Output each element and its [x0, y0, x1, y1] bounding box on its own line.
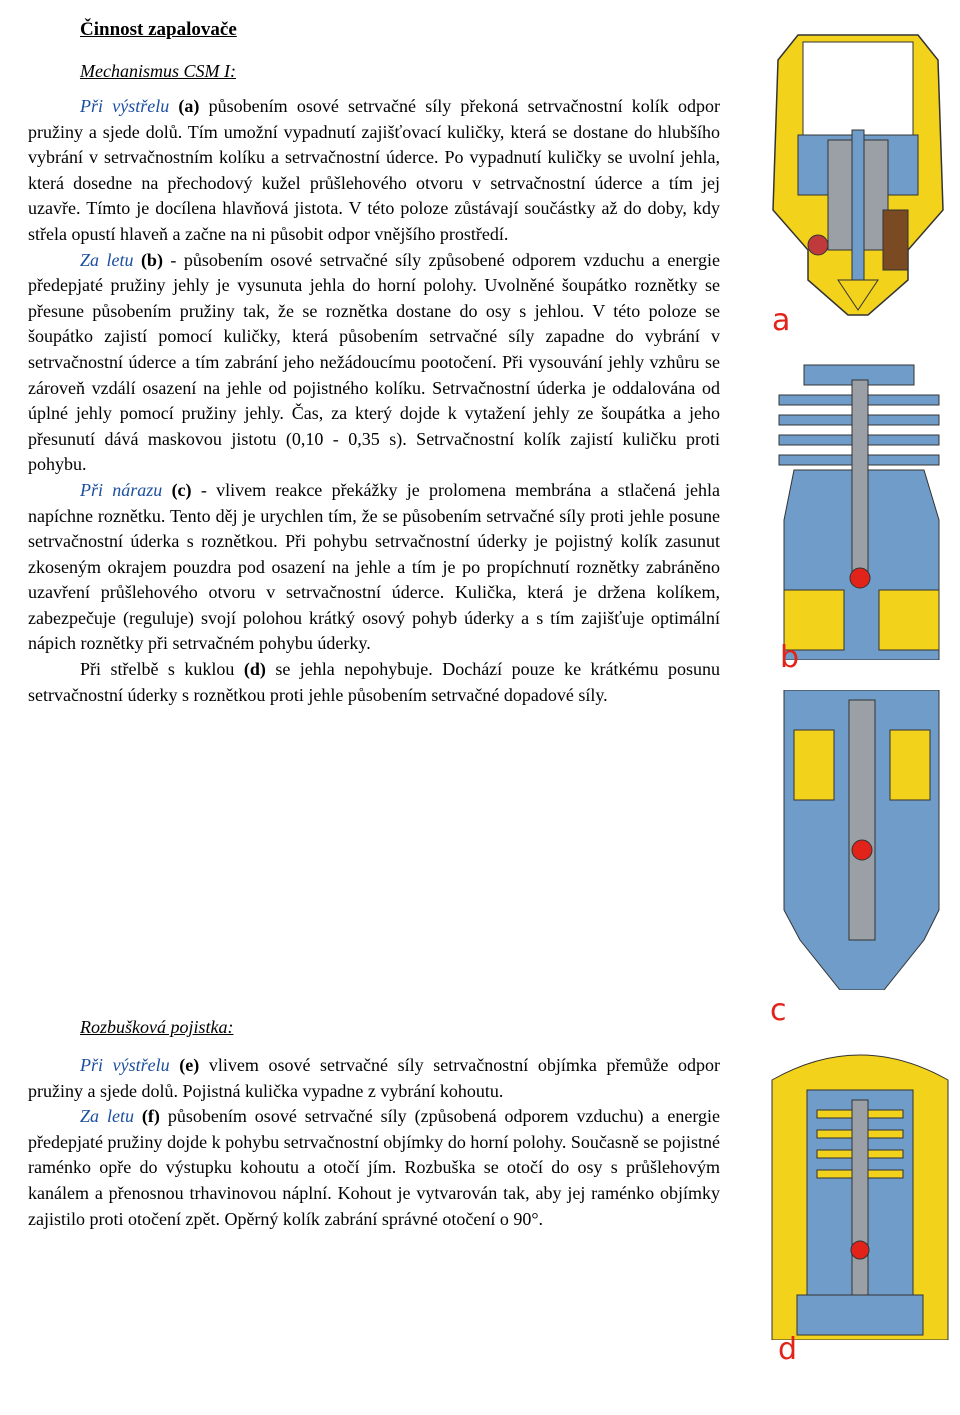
page-heading: Činnost zapalovače [80, 19, 237, 40]
para-label: Při výstřelu [80, 96, 170, 116]
figure-ref: (c) [171, 479, 192, 500]
figure-label-a: a [772, 303, 791, 338]
paragraph-text: vlivem osové setrvačné síly setrvačnostní objímka přemůže odpor pružiny a sjede dolů. Pojistná kulička vypadne z vybrání kohoutu. [28, 1055, 721, 1101]
paragraph-hood [28, 657, 720, 708]
fuze-diagram-d [762, 1040, 958, 1340]
para-label: Za letu [80, 249, 134, 270]
figure-label-b: b [780, 640, 800, 675]
paragraph-text: působením osové setrvačné síly (způsobená odporem vzduchu) a energie předepjaté pružiny dojde k pohybu setrvačnostní objímky do horní polohy. Současně se pojistné raménko opře do výstupku kohoutu a otočí jím. Rozbuška se otočí do osy s průšlehovým kanálem a přenosnou trhavinovou náplní. Kohout je vytvarován tak, aby jej raménko objímky zajistilo proti otočení zpět. Opěrný kolík zabrání správné otočení o 90°. [28, 1106, 720, 1229]
para-label: Za letu [80, 1106, 134, 1127]
para-label: Při nárazu [80, 479, 163, 500]
figure-label-d: d [778, 1332, 798, 1367]
section-detonator [28, 1053, 720, 1232]
paragraph-fire-e [28, 1053, 720, 1104]
paragraph-impact [28, 478, 720, 657]
fuze-diagram-b [764, 360, 960, 660]
paragraph-flight-f [28, 1104, 720, 1232]
paragraph-flight [28, 248, 720, 478]
section-title-detonator: Rozbušková pojistka: [80, 1017, 234, 1037]
paragraph-text: se jehla nepohybuje. Dochází pouze ke krátkému posunu setrvačnostní úderky s roznětkou proti jehle působením setrvačné dopadové síly. [28, 659, 720, 705]
figure-column [744, 0, 960, 1415]
paragraph-fire [28, 94, 720, 248]
figure-ref: (d) [243, 659, 266, 680]
paragraph-text: - působením osové setrvačné síly způsobené odporem vzduchu a energie předepjaté pružiny jehly je vysunuta jehla do horní polohy. Uvolněné šoupátko roznětky se přesune působením pružiny tak, že se roznětka dostane do osy s jehlou. V této poloze se šoupátko zajistí pomocí kuličky, která působením setrvačné síly zapadne do vybrání v setrvačnostní úderce a tím zabrání jeho nežádoucímu pootočení. Při vysouvání jehly vzhůru se zároveň vzdálí osazení na jehle od pojistného kolíku. Setrvačnostní úderka je oddalována od úplné jehly pomocí pružiny jehly. Čas, za který dojde k vytažení jehly ze šoupátka a jeho přesunutí dává maskovou jistotu (0,10 - 0,35 s). Setrvačnostní kolík zajistí kuličku proti pohybu. [28, 249, 721, 475]
section-csm [28, 58, 720, 708]
para-label: Při střelbě s kuklou [80, 659, 235, 680]
para-label: Při výstřelu [80, 1055, 170, 1075]
fuze-diagram-c [764, 690, 960, 990]
figure-ref: (b) [140, 249, 163, 270]
figure-ref: (a) [178, 96, 200, 116]
section-title-csm: Mechanismus CSM I: [80, 61, 236, 81]
fuze-diagram-a [758, 30, 958, 320]
figure-label-c: c [770, 993, 787, 1028]
figure-ref: (e) [179, 1055, 200, 1075]
figure-ref: (f) [141, 1106, 160, 1127]
paragraph-text: - vlivem reakce překážky je prolomena membrána a stlačená jehla napíchne roznětku. Tento děj je urychlen tím, že se působením setrvačné síly proti jehle posune setrvačnostní úderka s roznětkou. Při pohybu setrvačnostní úderky je pojistný kolík zasunut zkoseným okrajem pouzdra pod osazení na jehle a tím je po propíchnutí roznětky zabráněno uzavření průšlehového otvoru v setrvačnostní úderce. Kulička, která je držena kolíkem, zabezpečuje (reguluje) svojí polohou krátký osový pohyb úderky a s tím zajišťuje optimální nápich roznětky při setrvačném pohybu úderky. [28, 479, 721, 654]
paragraph-text: působením osové setrvačné síly překoná setrvačnostní kolík odpor pružiny a sjede dolů. Tím umožní vypadnutí zajišťovací kuličky, která se dostane do hlubšího vybrání v setrvačnostním kolíku a setrvačnostní úderce. Po vypadnutí kuličky se uvolní jehla, která dosedne na přechodový kužel průšlehového otvoru v setrvačnostní úderce a tím jej uzavře. Tímto je docílena hlavňová jistota. V této poloze zůstávají součástky až do doby, kdy střela opustí hlaveň a začne na ni působit odpor vnějšího prostředí. [28, 96, 721, 244]
